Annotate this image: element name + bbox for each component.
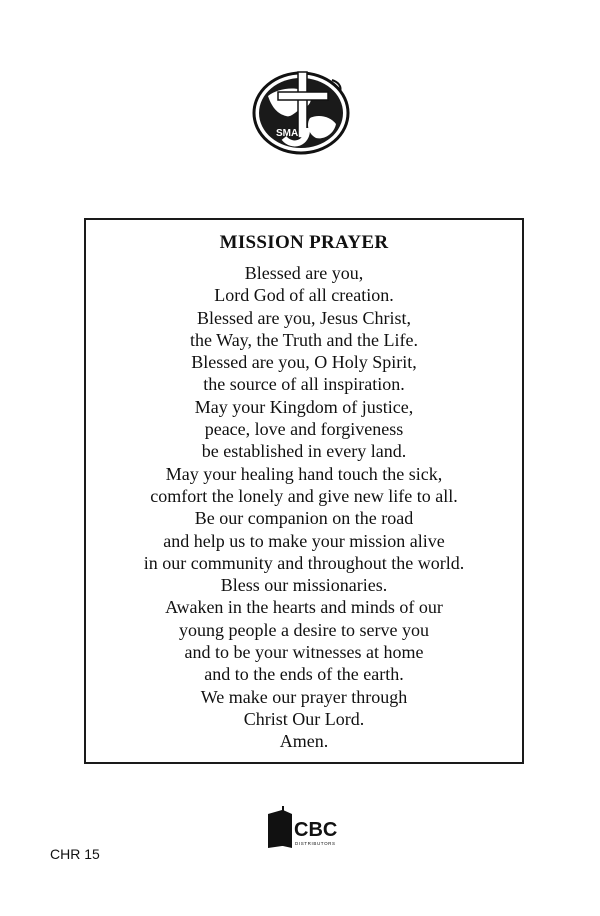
- prayer-line: Amen.: [279, 731, 329, 752]
- prayer-line: and to the ends of the earth.: [204, 664, 404, 685]
- product-code: CHR 15: [50, 846, 100, 862]
- prayer-line: Awaken in the hearts and minds of our: [165, 597, 443, 618]
- prayer-line: Blessed are you, Jesus Christ,: [197, 307, 411, 328]
- prayer-line: Bless our missionaries.: [220, 575, 388, 596]
- prayer-line: Christ Our Lord.: [243, 708, 365, 729]
- prayer-line: We make our prayer through: [200, 686, 408, 707]
- prayer-line: the Way, the Truth and the Life.: [189, 329, 418, 350]
- prayer-line: and to be your witnesses at home: [184, 642, 424, 663]
- globe-cross-icon: [248, 68, 354, 156]
- sma-logo: [248, 68, 354, 156]
- publisher-subtitle: DISTRIBUTORS: [295, 841, 336, 846]
- prayer-line: be established in every land.: [201, 441, 407, 462]
- publisher-logo: [266, 800, 356, 850]
- prayer-title: MISSION PRAYER: [219, 232, 389, 253]
- prayer-line: May your Kingdom of justice,: [194, 396, 414, 417]
- prayer-line: peace, love and forgiveness: [204, 419, 404, 440]
- prayer-line: young people a desire to serve you: [179, 619, 429, 640]
- prayer-line: and help us to make your mission alive: [163, 530, 445, 551]
- logo-text: SMA: [276, 128, 299, 139]
- prayer-line: Lord God of all creation.: [214, 285, 394, 306]
- prayer-line: Blessed are you, O Holy Spirit,: [191, 352, 417, 373]
- open-book-icon: [266, 800, 356, 850]
- publisher-name: CBC: [294, 819, 338, 841]
- prayer-line: Blessed are you,: [244, 263, 364, 283]
- prayer-box: [84, 218, 524, 764]
- prayer-line: the source of all inspiration.: [203, 374, 405, 395]
- prayer-line: comfort the lonely and give new life to all.: [150, 485, 458, 506]
- prayer-text: [86, 262, 522, 753]
- prayer-line: in our community and throughout the world.: [143, 552, 465, 573]
- prayer-line: May your healing hand touch the sick,: [165, 463, 443, 484]
- prayer-line: Be our companion on the road: [194, 508, 414, 529]
